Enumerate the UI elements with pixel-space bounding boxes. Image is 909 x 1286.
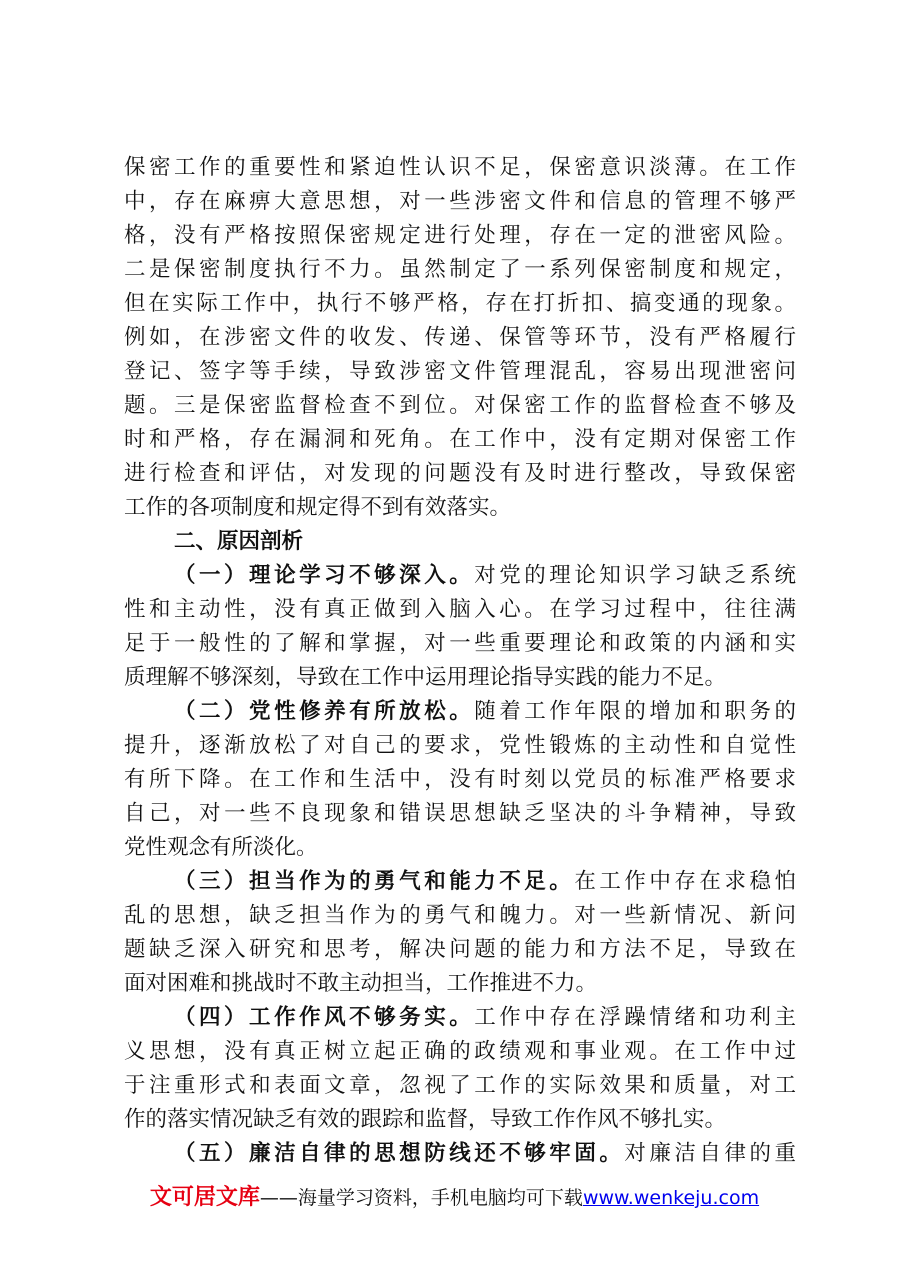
text-line: 但在实际工作中，执行不够严格，存在打折扣、搞变通的现象。 [124, 291, 796, 316]
text-line: 二是保密制度执行不力。虽然制定了一系列保密制度和规定， [124, 257, 796, 282]
paragraph-4-heading: （四）工作作风不够务实。 [174, 1005, 475, 1030]
text-line: 中，存在麻痹大意思想，对一些涉密文件和信息的管理不够严 [124, 189, 796, 214]
paragraph-5-heading: （五）廉洁自律的思想防线还不够牢固。 [174, 1141, 625, 1166]
website-link[interactable]: www.wenkeju.com [582, 1187, 760, 1209]
brand-name: 文可居文库 [149, 1185, 260, 1210]
text-line: 乱的思想，缺乏担当作为的勇气和魄力。对一些新情况、新问 [124, 903, 796, 928]
document-body [124, 151, 796, 1171]
text-line: 义思想，没有真正树立起正确的政绩观和事业观。在工作中过 [124, 1039, 796, 1064]
text-line: 有所下降。在工作和生活中，没有时刻以党员的标准严格要求 [124, 767, 796, 792]
paragraph-1-first-text: 对党的理论知识学习缺乏系统 [474, 563, 796, 588]
text-line: 自己，对一些不良现象和错误思想缺乏坚决的斗争精神，导致 [124, 801, 796, 826]
text-line: 保密工作的重要性和紧迫性认识不足，保密意识淡薄。在工作 [124, 155, 796, 180]
paragraph-5-first-text: 对廉洁自律的重 [624, 1141, 796, 1166]
text-line: 党性观念有所淡化。 [124, 835, 318, 860]
paragraph-1-first-line [124, 559, 796, 593]
section-heading: 二、原因剖析 [174, 529, 304, 554]
paragraph-4-first-line [124, 1001, 796, 1035]
page-footer [0, 1180, 909, 1211]
paragraph-3-heading: （三）担当作为的勇气和能力不足。 [174, 869, 575, 894]
text-line: 题。三是保密监督检查不到位。对保密工作的监督检查不够及 [124, 393, 796, 418]
text-line: 登记、签字等手续，导致涉密文件管理混乱，容易出现泄密问 [124, 359, 796, 384]
paragraph-2-first-text: 随着工作年限的增加和职务的 [474, 699, 796, 724]
paragraph-5-first-line [124, 1137, 796, 1171]
paragraph-4-first-text: 工作中存在浮躁情绪和功利主 [474, 1005, 796, 1030]
text-line: 工作的各项制度和规定得不到有效落实。 [124, 495, 512, 520]
text-line: 性和主动性，没有真正做到入脑入心。在学习过程中，往往满 [124, 597, 796, 622]
text-line: 例如，在涉密文件的收发、传递、保管等环节，没有严格履行 [124, 325, 796, 350]
paragraph-2-first-line [124, 695, 796, 729]
text-line: 进行检查和评估，对发现的问题没有及时进行整改，导致保密 [124, 461, 796, 486]
text-line: 格，没有严格按照保密规定进行处理，存在一定的泄密风险。 [124, 223, 796, 248]
footer-tagline: ——海量学习资料，手机电脑均可下载 [259, 1187, 583, 1209]
text-line: 题缺乏深入研究和思考，解决问题的能力和方法不足，导致在 [124, 937, 796, 962]
text-line: 足于一般性的了解和掌握，对一些重要理论和政策的内涵和实 [124, 631, 796, 656]
paragraph-3-first-line [124, 865, 796, 899]
text-line: 于注重形式和表面文章，忽视了工作的实际效果和质量，对工 [124, 1073, 796, 1098]
paragraph-3-first-text: 在工作中存在求稳怕 [574, 869, 796, 894]
text-line: 质理解不够深刻，导致在工作中运用理论指导实践的能力不足。 [124, 665, 727, 690]
paragraph-1-heading: （一）理论学习不够深入。 [174, 563, 475, 588]
text-line: 作的落实情况缺乏有效的跟踪和监督，导致工作作风不够扎实。 [124, 1107, 727, 1132]
text-line: 时和严格，存在漏洞和死角。在工作中，没有定期对保密工作 [124, 427, 796, 452]
text-line: 提升，逐渐放松了对自己的要求，党性锻炼的主动性和自觉性 [124, 733, 796, 758]
text-line: 面对困难和挑战时不敢主动担当，工作推进不力。 [124, 971, 598, 996]
paragraph-2-heading: （二）党性修养有所放松。 [174, 699, 475, 724]
